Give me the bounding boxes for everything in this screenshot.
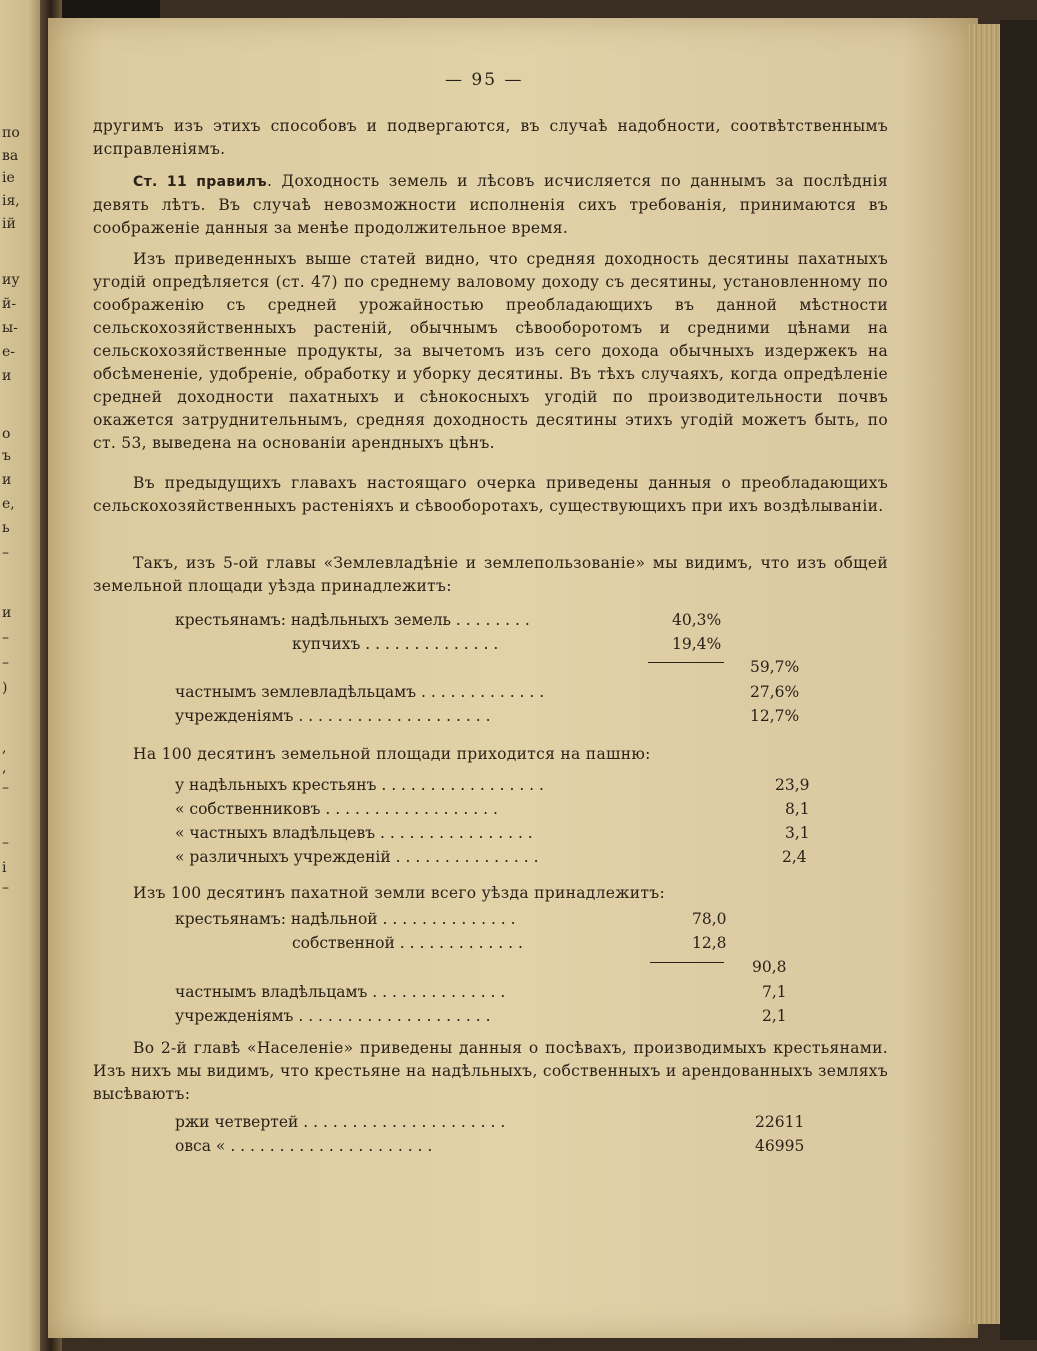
table1-label: частнымъ землевладѣльцамъ . . . . . . . . . . . . .	[175, 683, 545, 701]
table2-label: « собственниковъ . . . . . . . . . . . . . . . . . .	[175, 800, 498, 818]
left-page-fragment-text: иу	[2, 272, 20, 288]
table1-value: 27,6%	[750, 683, 800, 701]
left-page-fragment-text: –	[2, 880, 9, 896]
left-page-fragment-text: –	[2, 545, 9, 561]
left-page-fragment-text: е-	[2, 344, 16, 360]
article-heading: Ст. 11 правилъ	[133, 174, 267, 190]
table1-value: 59,7%	[750, 658, 800, 676]
table3-value: 78,0	[692, 910, 727, 928]
sum-rule	[648, 662, 724, 663]
book-cover	[1000, 20, 1037, 1340]
page-number: — 95 —	[445, 70, 524, 90]
table2-value: 23,9	[775, 776, 810, 794]
paragraph-8: Во 2-й главѣ «Населеніе» приведены данныя о посѣвахъ, производимыхъ крестьянами. Изъ нихъ мы видимъ, что крестьяне на надѣльныхъ, собственныхъ и арендованныхъ земляхъ высѣваютъ:	[93, 1039, 888, 1103]
left-page-fragment-text: ь	[2, 520, 10, 536]
paragraph-1: другимъ изъ этихъ способовъ и подвергаются, въ случаѣ надобности, соотвѣтственнымъ исправленіямъ.	[93, 117, 888, 158]
paragraph-2: Ст. 11 правилъ. Доходность земель и лѣсовъ исчисляется по даннымъ за послѣднія девять лѣтъ. Въ случаѣ невозможности исполненія сихъ требованія, принимаются въ соображеніе данныя за менѣе продолжительное время.	[93, 172, 888, 237]
table1-value: 19,4%	[672, 635, 722, 653]
left-page-fragment-text: –	[2, 655, 9, 671]
table4-value: 46995	[755, 1137, 805, 1155]
left-page-fragment-text: й-	[2, 296, 17, 312]
left-page-fragment-text: и	[2, 605, 12, 621]
paragraph-5: Такъ, изъ 5-ой главы «Землевладѣніе и землепользованіе» мы видимъ, что изъ общей земельной площади уѣзда принадлежитъ:	[93, 554, 888, 595]
left-page-fragment-text: )	[2, 680, 8, 696]
table2-value: 8,1	[785, 800, 810, 818]
left-page-fragment-text: –	[2, 630, 9, 646]
left-page-fragment-text: о	[2, 426, 11, 442]
table2-value: 3,1	[785, 824, 810, 842]
paragraph-3: Изъ приведенныхъ выше статей видно, что средняя доходность десятины пахатныхъ угодій опредѣляется (ст. 47) по среднему валовому доходу съ десятины, установленному по соображенію съ средней урожайностью преобладающихъ въ данной мѣстности сельскохозяйственныхъ растеній, обычнымъ сѣвооборотомъ и средними цѣнами на сельскохозяйственные продукты, за вычетомъ изъ сего дохода обычныхъ издержекъ на обсѣмененіе, удобреніе, обработку и уборку десятины. Въ тѣхъ случаяхъ, когда опредѣленіе средней доходности пахатныхъ и сѣнокосныхъ угодій по производительности почвъ окажется затруднительнымъ, средняя доходность десятины этихъ угодій можетъ быть, по ст. 53, выведена на основаніи арендныхъ цѣнъ.	[93, 250, 888, 452]
table1-label: крестьянамъ: надѣльныхъ земель . . . . . . . .	[175, 611, 530, 629]
table3-value: 12,8	[692, 934, 727, 952]
left-page-fragment-text: ,	[2, 760, 7, 776]
left-page-fragment-text: і	[2, 860, 7, 876]
sum-rule	[650, 962, 724, 963]
left-page-fragment-text: ,	[2, 740, 7, 756]
table4-label: овса « . . . . . . . . . . . . . . . . . . . . .	[175, 1137, 433, 1155]
paragraph-6: На 100 десятинъ земельной площади приходится на пашню:	[133, 745, 651, 763]
left-page-fragment-text: по	[2, 125, 20, 141]
left-page-fragment-text: ва	[2, 148, 19, 164]
left-page-fragment-text: ъ	[2, 448, 11, 464]
table4-label: ржи четвертей . . . . . . . . . . . . . . . . . . . . .	[175, 1113, 506, 1131]
table1-value: 12,7%	[750, 707, 800, 725]
table3-value: 2,1	[762, 1007, 787, 1025]
table3-label: частнымъ владѣльцамъ . . . . . . . . . . . . . .	[175, 983, 506, 1001]
left-page-fragment-text: –	[2, 835, 9, 851]
left-page-fragment-text: и	[2, 472, 12, 488]
table3-label: крестьянамъ: надѣльной . . . . . . . . . . . . . .	[175, 910, 516, 928]
left-page-fragment-text: ій	[2, 216, 16, 232]
table1-label: учрежденіямъ . . . . . . . . . . . . . . . . . . . .	[175, 707, 491, 725]
table2-value: 2,4	[782, 848, 807, 866]
paragraph-7: Изъ 100 десятинъ пахатной земли всего уѣзда принадлежитъ:	[133, 884, 665, 902]
table1-label: купчихъ . . . . . . . . . . . . . .	[292, 635, 499, 653]
table3-label: учрежденіямъ . . . . . . . . . . . . . . . . . . . .	[175, 1007, 491, 1025]
left-page-fragment-text: ы-	[2, 320, 18, 336]
left-page-fragment-text: –	[2, 780, 9, 796]
table3-label: собственной . . . . . . . . . . . . .	[292, 934, 523, 952]
left-page-fragment-text: ія,	[2, 193, 20, 209]
table4-value: 22611	[755, 1113, 805, 1131]
left-page-fragment-text: и	[2, 368, 12, 384]
table1-value: 40,3%	[672, 611, 722, 629]
table2-label: « различныхъ учрежденій . . . . . . . . . . . . . . .	[175, 848, 539, 866]
table3-value: 90,8	[752, 958, 787, 976]
table2-label: у надѣльныхъ крестьянъ . . . . . . . . . . . . . . . . .	[175, 776, 544, 794]
table3-value: 7,1	[762, 983, 787, 1001]
left-page-fragment-text: іе	[2, 170, 15, 186]
paragraph-4: Въ предыдущихъ главахъ настоящаго очерка приведены данныя о преобладающихъ сельскохозяйственныхъ растеніяхъ и сѣвооборотахъ, существующихъ при ихъ воздѣлываніи.	[93, 474, 888, 515]
table2-label: « частныхъ владѣльцевъ . . . . . . . . . . . . . . . .	[175, 824, 533, 842]
left-page-fragment-text: е,	[2, 496, 15, 512]
